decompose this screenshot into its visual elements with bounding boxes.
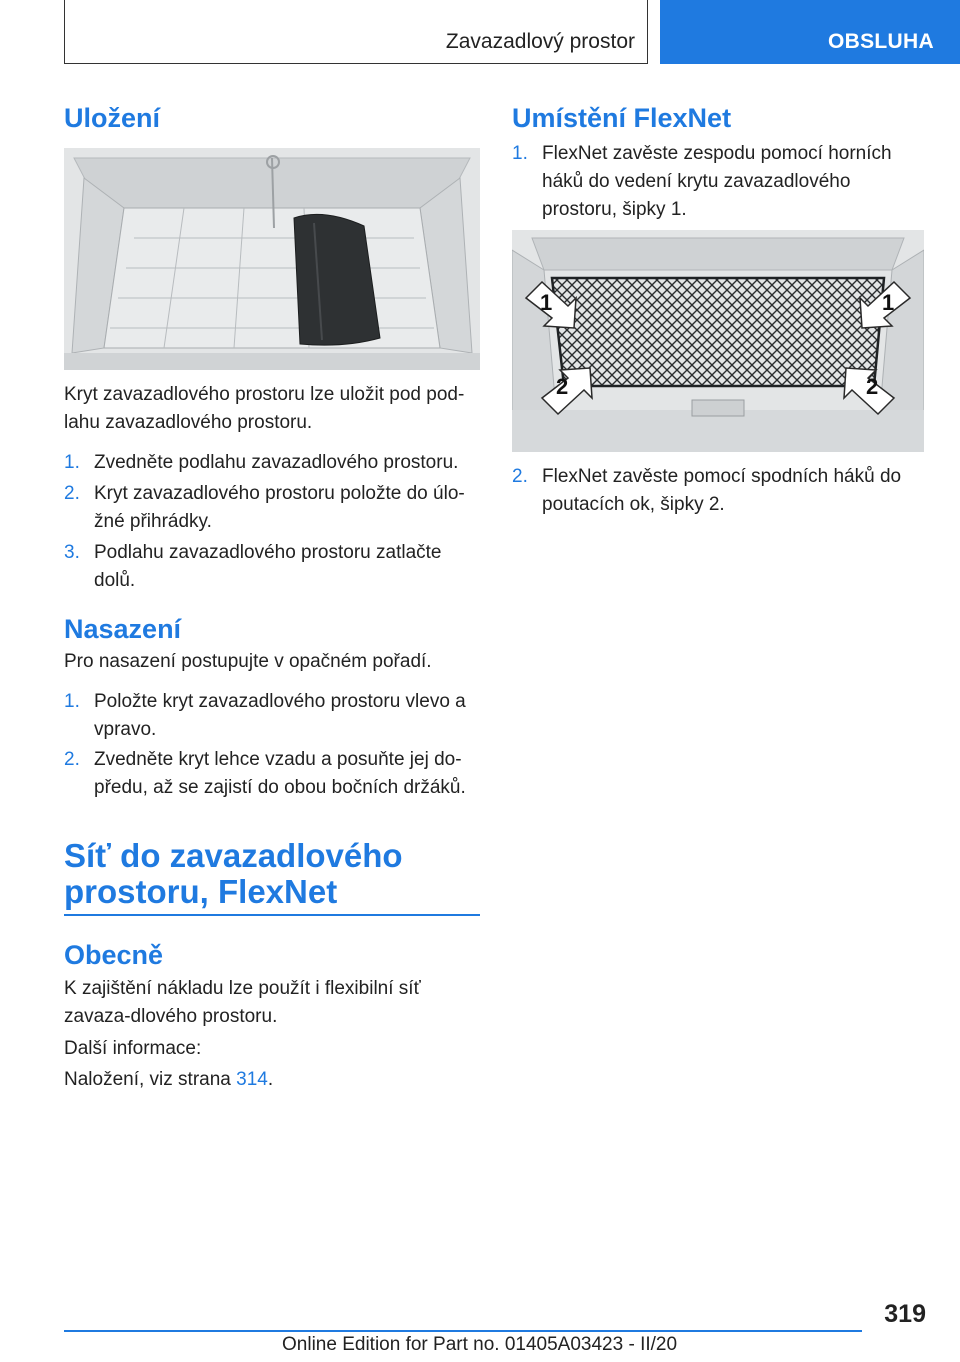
label-top-right: 1: [882, 290, 895, 315]
page-footer: [0, 1290, 960, 1362]
ref-page-link[interactable]: 314: [236, 1069, 268, 1090]
footer-rule: [64, 1330, 862, 1332]
step-text: FlexNet zavěste pomocí spodních háků do poutacích ok, šipky 2.: [542, 466, 902, 515]
step-text: Zvedněte podlahu zavazadlového prostoru.: [94, 452, 459, 473]
step-number: 1.: [64, 691, 80, 712]
trunk-storage-drawing: [64, 148, 480, 370]
flexnet-drawing: [512, 230, 924, 452]
label-bottom-right: 2: [866, 374, 879, 399]
chapter-title-line-2: prostoru, FlexNet: [64, 873, 338, 910]
ref-end: .: [267, 1069, 274, 1090]
cross-reference: [64, 1066, 480, 1094]
label-top-left: 1: [540, 290, 553, 315]
step-text: Položte kryt zavazadlového prostoru vlevo a vpravo.: [94, 691, 466, 740]
step-number: 2.: [512, 466, 528, 487]
section-title: Zavazadlový prostor: [445, 30, 635, 53]
chapter-tab-label: OBSLUHA: [828, 30, 934, 53]
step-number: 2.: [64, 483, 80, 504]
step-text: Podlahu zavazadlového prostoru zatlačte dolů.: [94, 542, 442, 591]
flexnet-illustration: [512, 230, 924, 452]
step-text: FlexNet zavěste zespodu pomocí horních háků do vedení krytu zavazadlového prostoru, šipky 1.: [542, 143, 892, 220]
heading-general: Obecně: [64, 940, 164, 970]
step-number: 2.: [64, 749, 80, 770]
heading-install: Nasazení: [64, 614, 182, 644]
step-number: 1.: [64, 452, 80, 473]
edition-text: Online Edition for Part no. 01405A03423 - II/20: [282, 1334, 678, 1355]
ref-text: Naložení, viz strana: [64, 1069, 231, 1090]
heading-flexnet: Umístění FlexNet: [512, 103, 732, 133]
page-header: [0, 0, 960, 66]
label-bottom-left: 2: [556, 374, 569, 399]
page-number: 319: [884, 1300, 926, 1328]
header-section-box: [64, 0, 648, 64]
step-text: Zvedněte kryt lehce vzadu a posuňte jej do-předu, až se zajistí do obou bočních držáků.: [94, 749, 466, 798]
storage-paragraph: Kryt zavazadlového prostoru lze uložit pod pod-lahu zavazadlového prostoru.: [64, 384, 465, 433]
step-text: Kryt zavazadlového prostoru položte do úlo-žné přihrádky.: [94, 483, 465, 532]
chapter-title-line-1: Síť do zavazadlového: [64, 837, 403, 874]
trunk-storage-illustration: [64, 148, 480, 370]
general-paragraph: K zajištění nákladu lze použít i flexibilní síť zavaza-dlového prostoru.: [64, 978, 421, 1027]
chapter-tab[interactable]: [660, 0, 960, 64]
step-number: 3.: [64, 542, 80, 563]
install-intro: Pro nasazení postupujte v opačném pořadí.: [64, 651, 432, 672]
heading-storage: Uložení: [64, 103, 161, 133]
more-info-label: Další informace:: [64, 1038, 202, 1059]
chapter-rule: [64, 914, 480, 916]
step-number: 1.: [512, 143, 528, 164]
